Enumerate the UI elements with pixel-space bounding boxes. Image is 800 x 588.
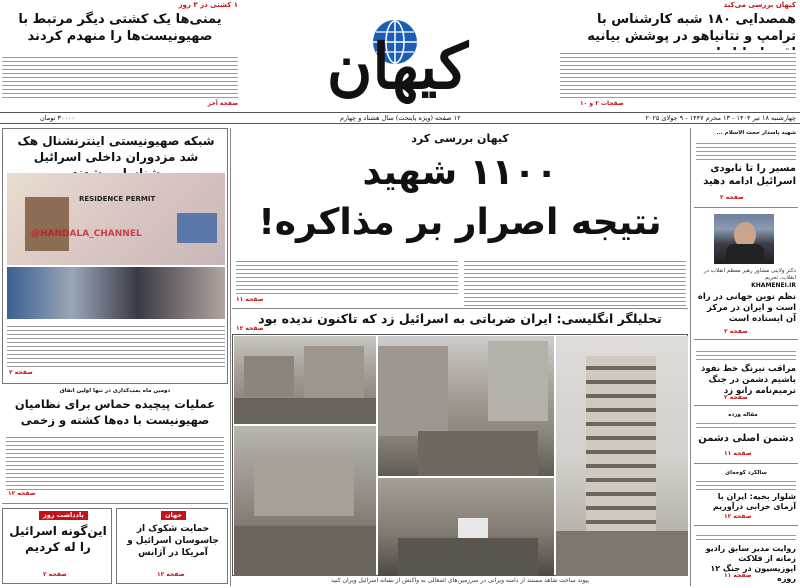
right-item-4-page: صفحه ۱۱ [724, 450, 752, 457]
right-item-4[interactable] [694, 408, 798, 464]
right-item-3-page: صفحه ۲ [724, 394, 748, 401]
velayati-photo [714, 214, 774, 264]
main-headline-1: ۱۱۰۰ شهید [362, 152, 558, 193]
main-page-ref: صفحه ۱۱ [236, 296, 264, 303]
main-headline-2: نتیجه اصرار بر مذاکره! [258, 202, 662, 243]
card-watermark: @HANDALA_CHANNEL [31, 229, 142, 239]
logo [285, 2, 510, 102]
street-photo [378, 478, 554, 576]
logo-text: کیهان [326, 30, 469, 103]
right-item-1-title: مسیر را تا نابودی اسرائیل ادامه دهید [703, 163, 796, 187]
top-left-title: یمنی‌ها یک کشتی دیگر مرتبط با صهیونیست‌ها را منهدم کردند [18, 12, 222, 44]
right-column [694, 128, 798, 586]
right-item-5-kicker: سالگرد گوجه‌ای [725, 470, 767, 476]
bottom-2-title: حمایت شکوک از جاسوسان اسرائیل و آمریکا در آژانس [127, 524, 219, 558]
left-column-divider [230, 128, 231, 586]
right-item-5-page: صفحه ۱۲ [724, 513, 752, 520]
card-face-photo [25, 197, 69, 251]
price: ۳۰۰۰۰ تومان [40, 114, 75, 122]
left-column [2, 128, 228, 586]
main-story[interactable] [232, 128, 688, 586]
right-item-1-text [696, 140, 796, 160]
right-item-4-kicker: مقاله ورده [728, 412, 758, 418]
hamas-kicker: دومین ماه بمب‌گذاری در تنها اولین اتفاق [59, 388, 171, 394]
right-item-2-title: نظم نوین جهانی در راه است و ایران در مرکز آن ایستاده است [697, 292, 796, 324]
right-item-6[interactable] [694, 528, 798, 586]
bottom-1-page: صفحه ۲ [43, 571, 67, 578]
right-item-2-text: دکتر ولایتی مشاور رهبر معظم انقلاب در انقلاب، تحریم [703, 268, 796, 281]
top-right-kicker: کیهان بررسی می‌کند [723, 1, 796, 9]
hamas-page: صفحه ۱۲ [8, 490, 36, 497]
screenshots-row [7, 267, 225, 319]
right-item-6-title: روایت مدیر سابق رادیو زمانه از فلاکت اپوزیسیون در جنگ ۱۲ روزه [705, 544, 796, 583]
bottom-1-badge: پادداشت روز [39, 511, 88, 520]
top-right-story[interactable] [560, 0, 796, 112]
photo-caption: پیوند ساخت شاهد مستند از دامنه ویرانی در سرزمین‌های اشغالی به واکنش از نشانه اسرائیل ویران کنید [331, 577, 589, 584]
right-item-1-kicker: شهید پاسدار حجت الاسلام ... [716, 130, 796, 136]
right-item-3-title: مراقب نیرنگ خط نفوذ باشیم دشمن در جنگ ترمیم‌نامه زانو زد [701, 364, 796, 396]
right-item-1[interactable] [694, 128, 798, 208]
top-left-text [2, 54, 238, 98]
bottom-1-title: این‌گونه اسرائیل را له کردیم [9, 524, 107, 554]
top-right-title: همصدایی ۱۸۰ شبه کارشناس با ترامپ و نتانیاهو در پوشش بیانیه [587, 12, 796, 44]
photo-collage [232, 334, 688, 576]
masthead [0, 0, 800, 125]
right-item-4-text [696, 420, 796, 428]
right-item-4-title: دشمن اصلی دشمن [698, 433, 794, 444]
bottom-story-2[interactable] [116, 508, 228, 584]
top-left-page: صفحه آخر [207, 100, 238, 107]
rubble-photo-3 [234, 426, 376, 576]
hamas-text [6, 434, 224, 490]
sub-headline: تحلیلگر انگلیسی: ایران ضرباتی به اسرائیل زد که تاکنون ندیده بود [258, 311, 662, 326]
date-bar [0, 112, 800, 124]
main-kicker: کیهان بررسی کرد [411, 132, 509, 145]
date-line: چهارشنبه ۱۸ تیر ۱۴۰۴ - ۱۳ محرم ۱۴۴۷ - ۹ جولای ۲۰۲۵ [645, 114, 796, 122]
khamenei-credit: KHAMENEI.IR [751, 282, 796, 289]
right-column-divider [690, 128, 691, 586]
top-right-text [560, 50, 796, 98]
right-item-5-text [696, 478, 796, 490]
right-item-2[interactable] [694, 210, 798, 340]
sub-page: صفحه ۱۲ [236, 325, 264, 332]
card-label: RESIDENCE PERMIT [79, 195, 156, 203]
bottom-story-1[interactable] [2, 508, 112, 584]
residence-card [7, 173, 225, 265]
right-item-2-page: صفحه ۲ [724, 328, 748, 335]
top-right-page: صفحات ۲ و ۱۰ [580, 100, 624, 107]
hack-page: صفحه ۲ [9, 369, 33, 376]
right-item-5[interactable] [694, 466, 798, 526]
building-photo [556, 336, 688, 576]
main-text-left [236, 258, 458, 296]
hack-story[interactable] [2, 128, 228, 384]
hamas-title: عملیات پیچیده حماس برای نظامیان صهیونیست با ده‌ها کشته و زخمی [14, 397, 216, 427]
right-item-3-text [696, 348, 796, 362]
rubble-photo-1 [234, 336, 376, 424]
right-item-3[interactable] [694, 342, 798, 406]
main-divider [232, 308, 688, 309]
right-item-1-page: صفحه ۲ [720, 194, 744, 201]
bottom-2-badge: جهان [161, 511, 186, 520]
top-left-kicker: ۱ کشتی در ۳ روز [178, 1, 238, 9]
top-left-story[interactable] [2, 0, 238, 112]
main-text-right [464, 258, 686, 306]
issue-line: ۱۲ صفحه (ویژه پایتخت) سال هشتاد و چهارم [340, 114, 461, 122]
hamas-story[interactable] [2, 386, 228, 504]
rubble-photo-2 [378, 336, 554, 476]
right-item-5-title: شلوار بخیه: ایران با آزمای خرابی درآوریم [712, 492, 796, 511]
right-item-6-text [696, 532, 796, 542]
right-item-6-page: صفحه ۱۱ [724, 572, 752, 579]
hack-text [7, 323, 225, 367]
bottom-2-page: صفحه ۱۲ [157, 571, 185, 578]
hack-title: شبکه صهیونیستی اینترنشنال هک شد مزدوران داخلی اسرائیل [17, 134, 215, 164]
